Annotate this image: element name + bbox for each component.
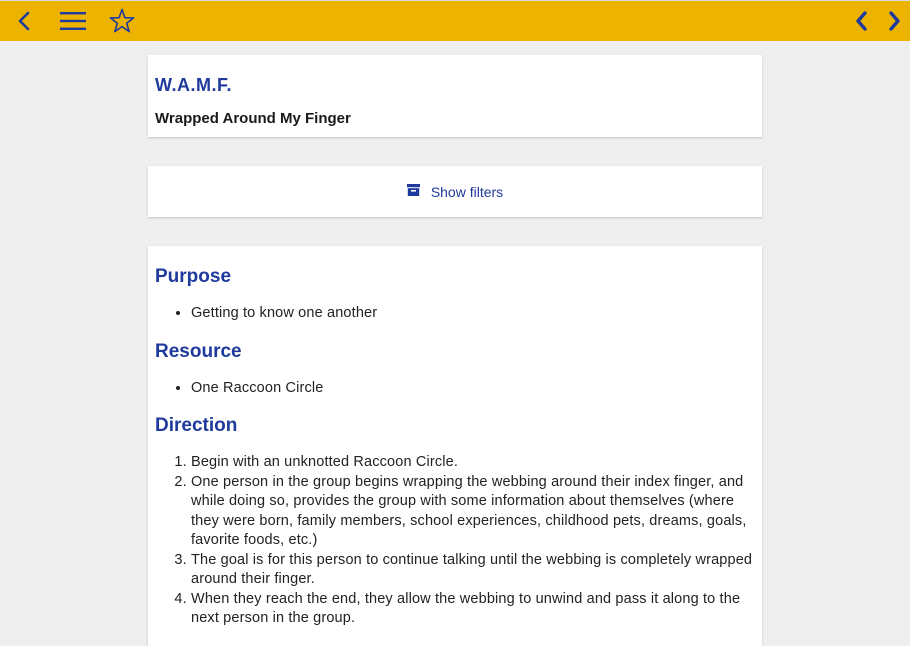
chevron-left-icon [854, 10, 868, 32]
activity-subtitle: Wrapped Around My Finger [155, 110, 351, 127]
list-item: • One Raccoon Circle [191, 379, 755, 399]
hamburger-menu-icon [60, 11, 86, 31]
menu-button[interactable] [58, 1, 88, 41]
purpose-heading: Purpose [155, 266, 232, 287]
activity-content-card [148, 246, 762, 646]
back-button[interactable] [10, 1, 38, 41]
top-toolbar [0, 0, 910, 41]
list-item: • Getting to know one another [191, 304, 755, 324]
next-button[interactable] [882, 1, 908, 41]
direction-step: 2. One person in the group begins wrapping the webbing around their index finger, and while doing so, provides the group with some information about themselves (where they were born, family members, school experiences, childhood pets, dreams, goals, favorite foods, etc.) [191, 473, 755, 551]
favorite-button[interactable] [106, 1, 138, 41]
direction-step: 1. Begin with an unknotted Raccoon Circle. [191, 453, 755, 473]
filters-card [148, 166, 762, 217]
show-filters-button[interactable] [148, 166, 762, 217]
purpose-list [155, 304, 755, 324]
activity-content [148, 246, 762, 629]
previous-button[interactable] [848, 1, 874, 41]
direction-step: 3. The goal is for this person to continue talking until the webbing is completely wrapped around their finger. [191, 551, 755, 590]
back-arrow-icon [17, 10, 31, 32]
activity-title: W.A.M.F. [155, 75, 232, 95]
show-filters-label: Show filters [430, 183, 504, 200]
direction-steps [155, 453, 755, 629]
resource-list [155, 379, 755, 399]
resource-heading: Resource [155, 340, 242, 362]
activity-header-card [148, 55, 762, 137]
direction-step: 4. When they reach the end, they allow the webbing to unwind and pass it along to the next person in the group. [191, 590, 755, 629]
chevron-right-icon [888, 10, 902, 32]
star-outline-icon [109, 8, 135, 34]
archive-box-icon [407, 183, 420, 201]
direction-heading: Direction [155, 415, 238, 436]
